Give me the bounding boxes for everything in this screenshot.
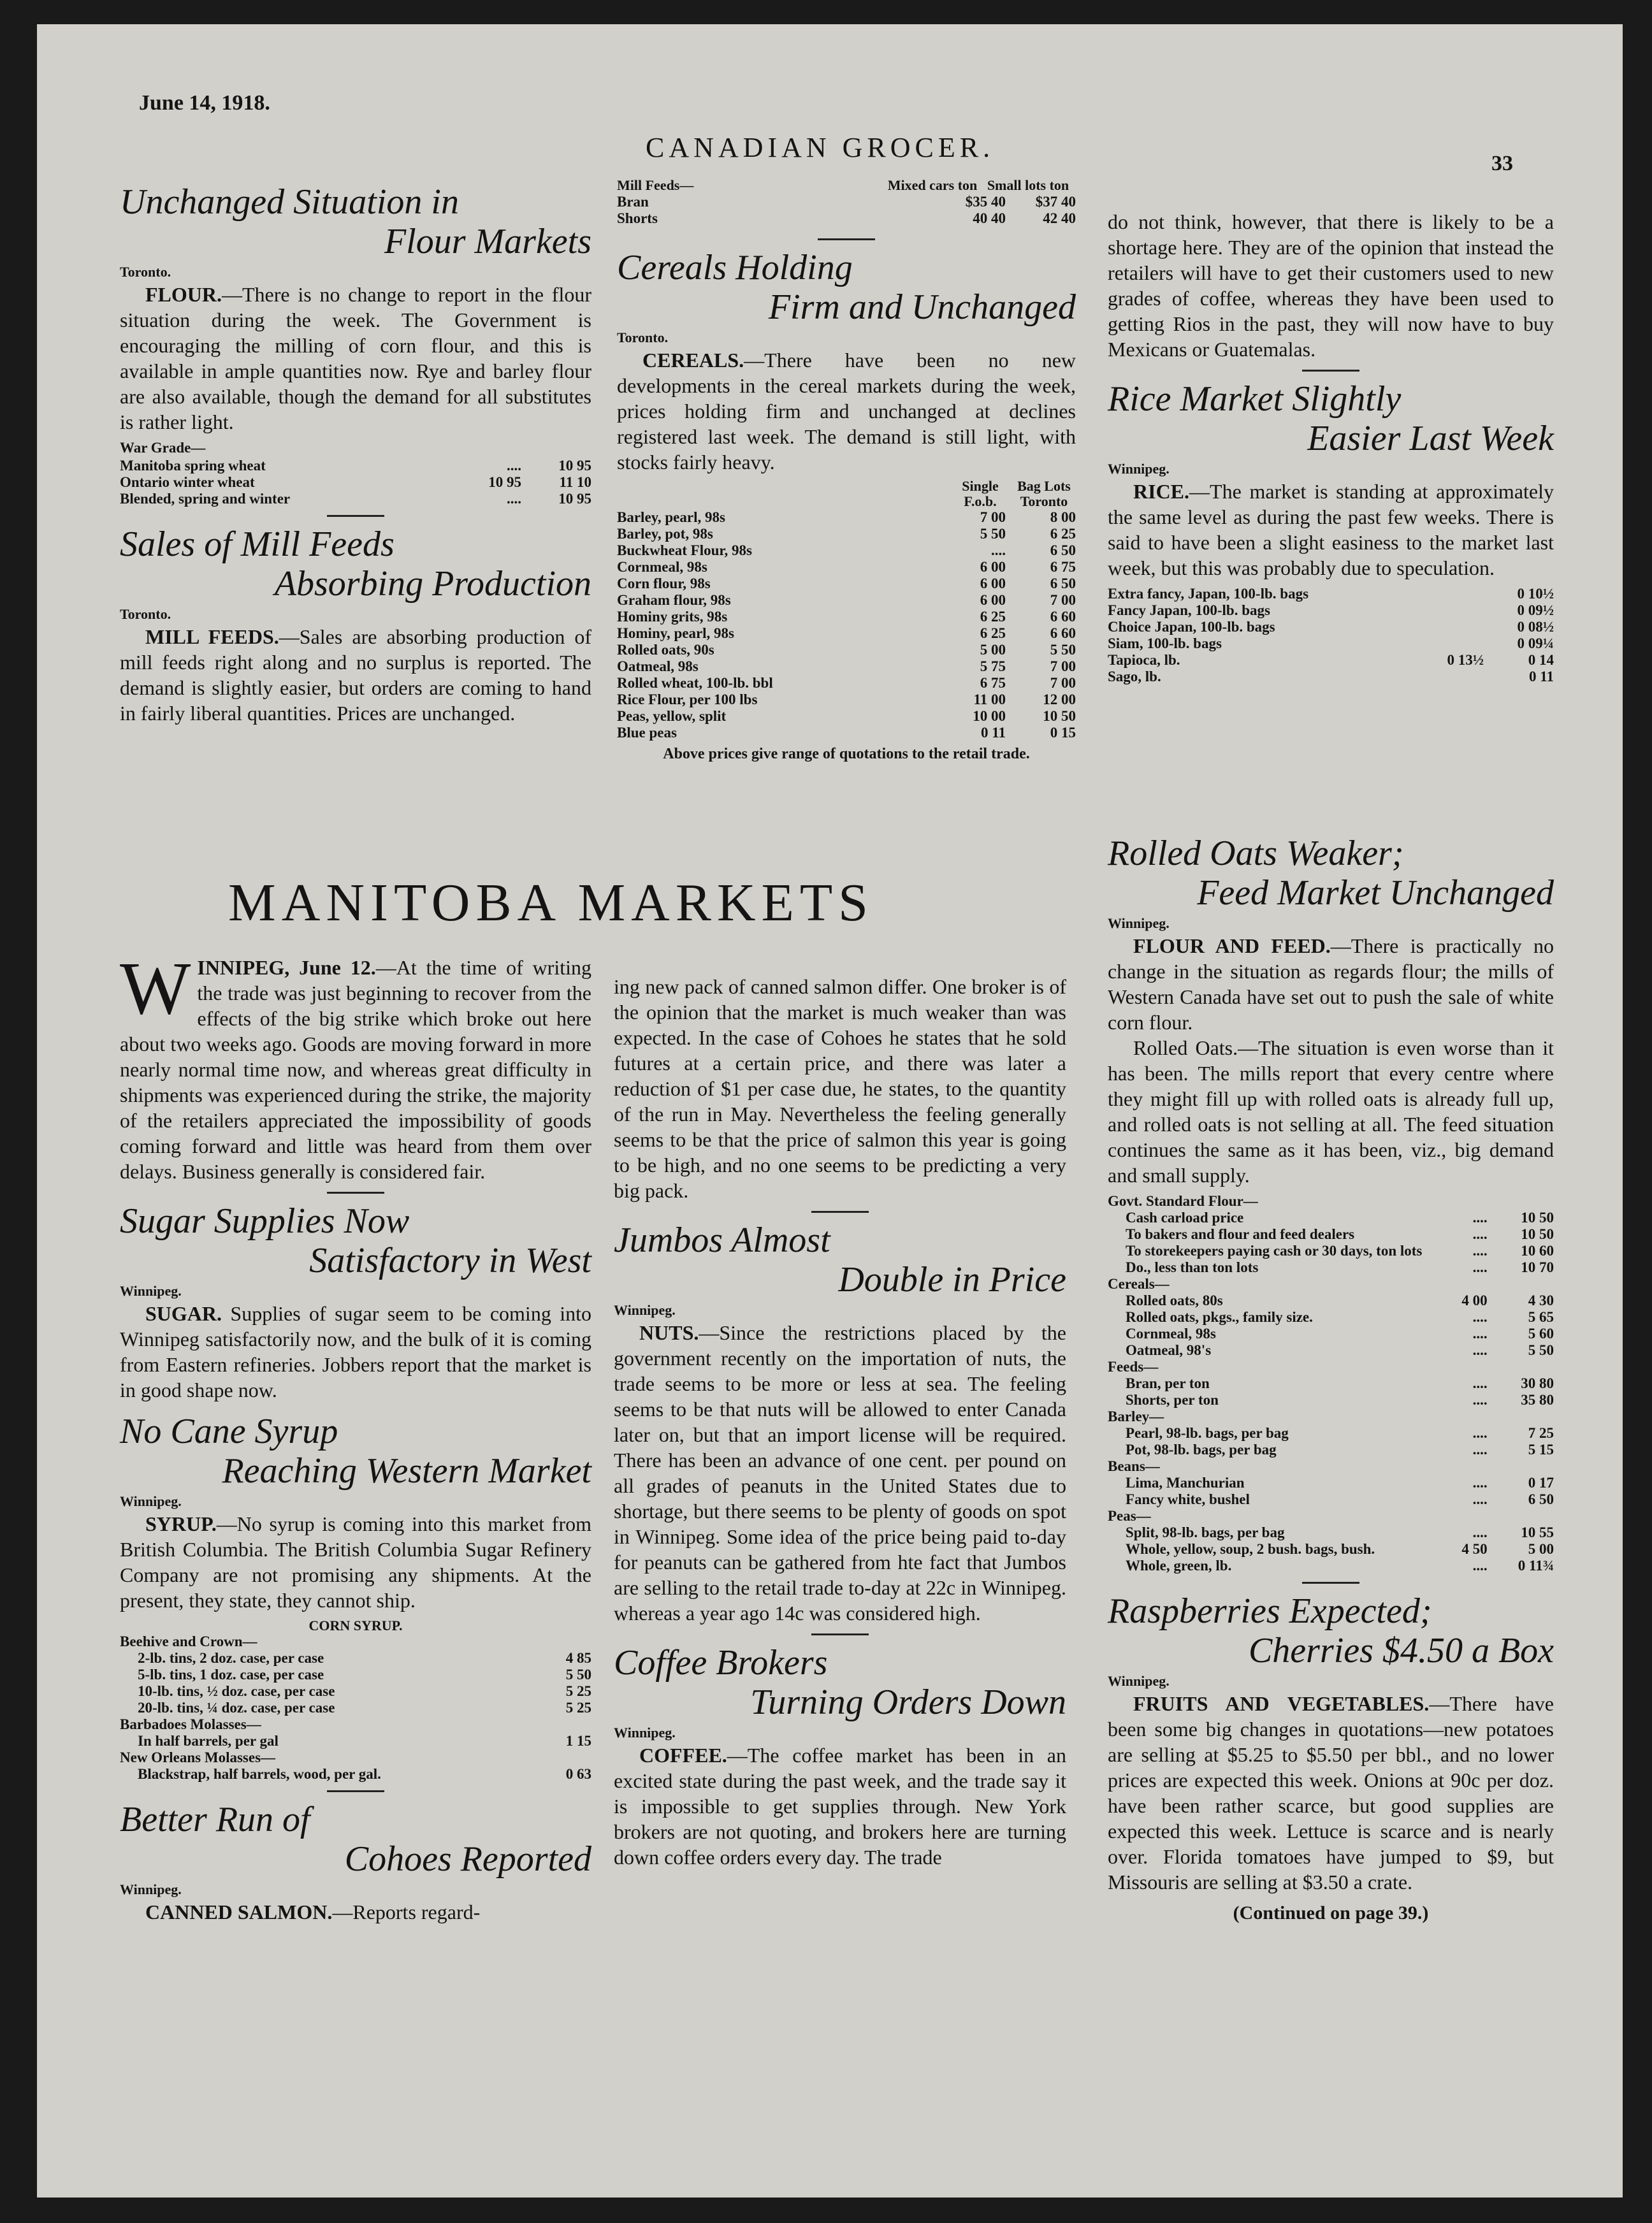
article-coffee [614,1643,1066,1870]
headline: Unchanged Situation in Flour Markets [120,182,591,261]
table-group-row [1108,1458,1554,1475]
price-value-1: 6 25 [980,609,1006,625]
row-label: Rolled oats, 80s [1126,1293,1223,1308]
row-label: Cereals— [1108,1276,1170,1292]
row-label: Choice Japan, 100-lb. bags [1108,619,1275,635]
price-value-2: 5 00 [1528,1541,1554,1557]
article-body: SUGAR. Supplies of sugar seem to be coming into Winnipeg satisfactorily now, and the bulk of it is coming from Eastern refineries. Jobbers report that the market is in good shape now. [120,1302,591,1401]
price-value-1: .... [1472,1326,1488,1342]
price-value-2: 7 00 [1050,592,1076,608]
price-value-1: 6 25 [980,625,1006,641]
row-label: Rolled oats, 90s [617,642,714,658]
price-value-1: .... [1472,1475,1488,1491]
price-table [617,194,1076,227]
dateline: Winnipeg. [120,1283,182,1299]
price-value-2: 0 09½ [1517,602,1554,618]
price-value-2: 10 70 [1521,1259,1554,1275]
price-value-1: .... [507,458,521,474]
table-row [617,194,1076,210]
table-note: Above prices give range of quotations to the retail trade. [663,746,1030,762]
separator [1302,370,1359,372]
dateline: Winnipeg. [1108,1673,1170,1689]
table-group-row [1108,1359,1554,1375]
table-row [617,658,1076,675]
row-label: Govt. Standard Flour— [1108,1193,1258,1209]
table-row [120,458,591,474]
price-value-1 [1414,602,1484,619]
row-label: Blue peas [617,725,677,741]
row-label: Corn flour, 98s [617,576,711,591]
price-value-2: 6 75 [1050,559,1076,575]
row-label: Cornmeal, 98s [617,559,707,575]
column-3-top [1108,209,1554,685]
table-row [1108,1243,1554,1259]
price-value-1: 5 75 [980,658,1006,674]
table-row [617,625,1076,642]
price-value-2: 5 65 [1528,1309,1554,1325]
price-value-1: .... [1472,1392,1488,1408]
price-value-1: 5 50 [980,526,1006,542]
headline: Better Run of Cohoes Reported [120,1800,591,1879]
price-value-2: 35 80 [1521,1392,1554,1408]
table-row [617,526,1076,542]
price-table [120,458,591,507]
table-row [1108,669,1554,685]
table-group-row [120,1716,591,1733]
price-value-1 [1414,669,1484,685]
table-row [1108,1375,1554,1392]
row-label: Fancy Japan, 100-lb. bags [1108,602,1270,618]
table-row [120,1650,591,1667]
price-value-1 [1414,635,1484,652]
price-table [120,1633,591,1783]
table-title: CORN SYRUP. [308,1618,403,1633]
table-row [120,474,591,491]
article-body: FLOUR AND FEED.—There is practically no change in the situation as regards flour; the mills of Western Canada have set out to push the sale of white corn flour. [1108,934,1554,1034]
table-row [1108,1558,1554,1574]
row-label: In half barrels, per gal [138,1733,279,1749]
table-row [617,675,1076,692]
row-label: Peas— [1108,1508,1151,1524]
row-label: Bran [617,194,649,210]
row-label: 10-lb. tins, ½ doz. case, per case [138,1683,335,1699]
dateline: Winnipeg. [614,1725,676,1741]
table-row [1108,1425,1554,1442]
price-value-2: 4 85 [565,1650,591,1666]
row-label: To bakers and flour and feed dealers [1126,1226,1355,1242]
table-row [1108,1475,1554,1491]
table-row [1108,1491,1554,1508]
article-body: SYRUP.—No syrup is coming into this market from British Columbia. The British Columbia Sugar Refinery Company are not promising any shipments. At the present, they state, they cannot ship. [120,1512,591,1612]
table-row [1108,1326,1554,1342]
table-row [617,609,1076,625]
price-value-2: 6 50 [1528,1491,1554,1507]
price-value-1: .... [507,491,521,507]
price-value-2: 6 60 [1050,609,1076,625]
table-group-row [120,1749,591,1766]
row-label: Feeds— [1108,1359,1159,1375]
table-row [1108,1541,1554,1558]
price-value-1: 0 11 [981,725,1006,741]
row-label: Barbadoes Molasses— [120,1716,261,1732]
newspaper-page [37,24,1623,2198]
headline: Cereals Holding Firm and Unchanged [617,248,1076,327]
headline: No Cane Syrup Reaching Western Market [120,1412,591,1491]
price-value-1: 6 75 [980,675,1006,691]
price-value-1: .... [1472,1491,1488,1507]
row-label: Beehive and Crown— [120,1633,257,1649]
price-value-2: 0 08½ [1517,619,1554,635]
row-label: 2-lb. tins, 2 doz. case, per case [138,1650,324,1666]
table-row [1108,1309,1554,1326]
price-value-1: .... [1472,1243,1488,1259]
row-label: Extra fancy, Japan, 100-lb. bags [1108,586,1309,602]
table-row [1108,635,1554,652]
dateline: Winnipeg. [614,1302,676,1318]
price-value-1: 7 00 [980,509,1006,525]
continued-note: (Continued on page 39.) [1233,1902,1429,1923]
article-body: COFFEE.—The coffee market has been in an excited state during the past week, and the trade say it is impossible to get supplies through. New York brokers are not quoting, and brokers here are turning down coffee orders every day. The trade [614,1744,1066,1869]
separator [818,238,875,240]
price-table [617,509,1076,741]
price-value-1: .... [1472,1425,1488,1441]
price-value-2: 6 50 [1050,576,1076,591]
headline: Rolled Oats Weaker; Feed Market Unchanged [1108,834,1554,913]
price-value-1: 4 00 [1461,1293,1488,1308]
price-value-2: 5 50 [1050,642,1076,658]
price-value-2: 0 10½ [1517,586,1554,602]
table-row [617,542,1076,559]
table-row [1108,586,1554,602]
price-value-1: $35 40 [965,194,1006,210]
headline: Sugar Supplies Now Satisfactory in West [120,1201,591,1280]
row-label: Buckwheat Flour, 98s [617,542,752,558]
price-value-1: 40 40 [973,210,1006,226]
table-row [1108,1259,1554,1276]
price-value-1: 4 50 [1461,1541,1488,1557]
row-label: Split, 98-lb. bags, per bag [1126,1524,1285,1540]
price-value-1: .... [1472,1558,1488,1574]
price-value-1: 10 95 [488,474,521,490]
row-label: Hominy, pearl, 98s [617,625,735,641]
price-value-1: .... [1472,1524,1488,1540]
table-row [120,1766,591,1783]
price-value-2: 10 50 [1521,1226,1554,1242]
column-1 [120,182,591,726]
row-label: Shorts, per ton [1126,1392,1219,1408]
row-label: Rolled oats, pkgs., family size. [1126,1309,1313,1325]
separator [327,1790,384,1792]
headline: Rice Market Slightly Easier Last Week [1108,379,1554,458]
price-value-1: .... [1472,1259,1488,1275]
price-value-2: 7 00 [1050,658,1076,674]
table-row [1108,1226,1554,1243]
article-body: FRUITS AND VEGETABLES.—There have been some big changes in quotations—new potatoes are selling at $5.25 to $5.50 per bbl., and no lower prices are expected this week. Onions at 90c per doz. have been rather scarce, but good supplies are expected this week. Lettuce is scarce and is nearly over. Florida tomatoes have jumped to $9, but Missouris are selling at $3.50 a crate. [1108,1692,1554,1894]
headline: Raspberries Expected; Cherries $4.50 a Box [1108,1591,1554,1670]
price-value-1: .... [1472,1226,1488,1242]
price-value-2: 0 63 [565,1766,591,1782]
price-value-1: .... [1472,1309,1488,1325]
table-row [120,1683,591,1700]
row-label: 5-lb. tins, 1 doz. case, per case [138,1667,324,1683]
table-group-row [1108,1276,1554,1293]
price-value-2: 5 25 [565,1700,591,1716]
separator [1302,1582,1359,1584]
drop-cap: W [120,946,191,1030]
row-label: Do., less than ton lots [1126,1259,1259,1275]
article-body: NUTS.—Since the restrictions placed by the government recently on the importation of nuts, the trade seems to be more or less at sea. The feeling seems to be that nuts will be allowed to enter Canada later on, but that an import license will be required. There has been an advance of one cent. per pound on all grades of peanuts in the United States due to shortage, but there seems to be plenty of goods on spot in Winnipeg. Some idea of the price being paid to-day for peanuts can be gathered from hte fact that Jumbos are selling to the retail trade to-day at 22c in Winnipeg. whereas a year ago 14c was considered high. [614,1321,1066,1625]
article-cereals [617,248,1076,763]
price-value-2: 7 25 [1528,1425,1554,1441]
dateline: Toronto. [617,329,669,345]
price-value-2: 5 50 [1528,1342,1554,1358]
table-row [1108,1442,1554,1458]
row-label: Manitoba spring wheat [120,458,266,474]
column-3-lower [1108,834,1554,1924]
row-label: Blackstrap, half barrels, wood, per gal. [138,1766,381,1782]
headline: Coffee Brokers Turning Orders Down [614,1643,1066,1722]
row-label: Ontario winter wheat [120,474,255,490]
price-value-1 [1414,586,1484,602]
price-value-2: 0 11¾ [1518,1558,1554,1574]
price-value-2: 0 09¼ [1517,635,1554,651]
price-value-2: 6 60 [1050,625,1076,641]
table-row [1108,1524,1554,1541]
price-value-1: 0 13½ [1447,652,1484,668]
article-rice [1108,379,1554,685]
row-label: Whole, yellow, soup, 2 bush. bags, bush. [1126,1541,1375,1557]
table-row [617,210,1076,227]
price-value-2: 1 15 [565,1733,591,1749]
price-value-2: 6 50 [1050,542,1076,558]
table-row [617,642,1076,658]
row-label: Lima, Manchurian [1126,1475,1245,1491]
row-label: Oatmeal, 98s [617,658,699,674]
row-label: Whole, green, lb. [1126,1558,1232,1574]
page-number: 33 [1491,152,1513,175]
price-value-2: 5 15 [1528,1442,1554,1458]
table-row [617,725,1076,741]
row-label: Shorts [617,210,658,226]
article-salmon [120,1800,591,1925]
section-headline: MANITOBA MARKETS [228,873,874,932]
table-row [617,592,1076,609]
price-value-2: 5 25 [565,1683,591,1699]
price-value-2: 0 17 [1528,1475,1554,1491]
table-row [120,1733,591,1749]
separator [811,1633,869,1635]
price-value-2: 10 50 [1043,708,1076,724]
price-value-2: 10 95 [558,491,591,507]
row-label: Pot, 98-lb. bags, per bag [1126,1442,1277,1458]
article-flour [120,182,591,507]
price-value-1: 6 00 [980,559,1006,575]
table-group-row [1108,1193,1554,1210]
price-value-1: .... [1472,1210,1488,1226]
table-row [617,509,1076,526]
table-row [1108,619,1554,635]
article-body: CEREALS.—There have been no new developments in the cereal markets during the week, prices holding firm and unchanged at declines registered last week. The demand is still light, with stocks fairly heavy. [617,349,1076,474]
price-value-2: 8 00 [1050,509,1076,525]
column-1-lower [120,946,592,1925]
price-value-2: 10 55 [1521,1524,1554,1540]
table-row [617,576,1076,592]
article-jumbos [614,1220,1066,1626]
article-body: MILL FEEDS.—Sales are absorbing production of mill feeds right along and no surplus is reported. The demand is slightly easier, but orders are coming to hand in fairly liberal quantities. Prices are unchanged. [120,625,592,725]
row-label: Pearl, 98-lb. bags, per bag [1126,1425,1289,1441]
price-value-2: $37 40 [1035,194,1076,210]
row-label: New Orleans Molasses— [120,1749,276,1765]
row-label: Barley— [1108,1408,1164,1424]
separator [811,1211,869,1213]
article-millfeeds [120,525,591,726]
price-value-2: 10 60 [1521,1243,1554,1259]
price-value-2: 0 14 [1528,652,1554,668]
article-sugar [120,1201,591,1403]
column-2-lower [614,974,1066,1870]
row-label: Beans— [1108,1458,1160,1474]
article-raspberries [1108,1591,1554,1924]
price-value-2: 30 80 [1521,1375,1554,1391]
dateline: Toronto. [120,606,171,622]
price-value-1 [1414,619,1484,635]
price-value-1: .... [1472,1342,1488,1358]
article-oats [1108,834,1554,1574]
separator [327,1192,384,1194]
price-value-2: 6 25 [1050,526,1076,542]
row-label: To storekeepers paying cash or 30 days, ton lots [1126,1243,1423,1259]
price-table [1108,586,1554,685]
table-row [1108,1293,1554,1309]
table-group-row [120,1633,591,1650]
row-label: Rice Flour, per 100 lbs [617,692,758,707]
row-label: Peas, yellow, split [617,708,727,724]
row-label: Barley, pearl, 98s [617,509,725,525]
article-body: CANNED SALMON.—Reports regard- [145,1901,481,1923]
issue-date: June 14, 1918. [139,91,270,115]
article-body: Rolled Oats.—The situation is even worse than it has been. The mills report that every centre where they might fill up with rolled oats is already full up, and rolled oats is not selling at all. The feed situation continues the same as it has been, viz., big demand and small supply. [1108,1036,1554,1187]
table-row [1108,652,1554,669]
dateline: Winnipeg. [120,1493,182,1509]
article-body-continued: do not think, however, that there is likely to be a shortage here. They are of the opinion that instead the retailers will have to get their customers used to new grades of coffee, whereas they have been used to getting Rios in the past, they will now have to buy Mexicans or Guatemalas. [1108,210,1554,361]
row-label: Rolled wheat, 100-lb. bbl [617,675,773,691]
article-body: RICE.—The market is standing at approximately the same level as during the past few weeks. There is said to have been a slight easiness to the market last week, but this was probably due to speculation. [1108,480,1554,579]
price-value-1: .... [991,542,1006,558]
separator [327,515,384,517]
price-value-2: 12 00 [1043,692,1076,707]
table-group-row [1108,1408,1554,1425]
dateline: Toronto. [120,264,171,280]
price-value-1: 5 00 [980,642,1006,658]
price-value-1: .... [1472,1375,1488,1391]
dateline: Winnipeg. [1108,461,1170,477]
price-value-2: 5 60 [1528,1326,1554,1342]
table-row [120,491,591,507]
table-row [1108,602,1554,619]
price-value-1: 10 00 [973,708,1006,724]
price-value-2: 10 95 [558,458,591,474]
headline: Jumbos Almost Double in Price [614,1220,1066,1300]
article-body: WINNIPEG, June 12.—At the time of writing the trade was just beginning to recover from the effects of the big strike which broke out here about two weeks ago. Goods are moving forward in more nearly normal time now, and whereas great difficulty in shipments was experienced during the strike, the majority of the retailers appreciated the impossibility of goods coming forward and little was heard from them over delays. Business generally is considered fair. [120,946,592,1183]
table-row [617,708,1076,725]
price-value-2: 0 15 [1050,725,1076,741]
row-label: Tapioca, lb. [1108,652,1180,668]
masthead: CANADIAN GROCER. [646,132,995,163]
dateline: Winnipeg. [1108,915,1170,931]
row-label: Bran, per ton [1126,1375,1210,1391]
row-label: Barley, pot, 98s [617,526,713,542]
millfeed-table-header: Mill Feeds— Mixed cars ton Small lots ton [617,177,1069,193]
price-value-2: 4 30 [1528,1293,1554,1308]
table-row [617,692,1076,708]
table-group-row [1108,1508,1554,1524]
row-label: Hominy grits, 98s [617,609,728,625]
table-row [120,1700,591,1716]
dateline: Winnipeg. [120,1881,182,1897]
row-label: Fancy white, bushel [1126,1491,1250,1507]
table-row [617,559,1076,576]
price-value-1: 6 00 [980,576,1006,591]
table-row [1108,1392,1554,1408]
row-label: Siam, 100-lb. bags [1108,635,1222,651]
price-value-2: 11 10 [559,474,591,490]
row-label: Graham flour, 98s [617,592,731,608]
row-label: Cash carload price [1126,1210,1244,1226]
row-label: Sago, lb. [1108,669,1161,684]
row-label: Oatmeal, 98's [1126,1342,1212,1358]
row-label: Cornmeal, 98s [1126,1326,1216,1342]
article-body-continued: ing new pack of canned salmon differ. One broker is of the opinion that the market is much weaker than was expected. In the case of Cohoes he states that he sold futures at a certain price, and there was later a reduction of $1 per case due, he states, to the quantity of the run in May. Nevertheless the feeling generally seems to be that the price of salmon this year is going to be high, and no one seems to be predicting a very big pack. [614,975,1066,1202]
row-label: 20-lb. tins, ¼ doz. case, per case [138,1700,335,1716]
price-table [1108,1193,1554,1574]
article-syrup [120,1412,591,1783]
row-label: Blended, spring and winter [120,491,291,507]
price-value-1: 6 00 [980,592,1006,608]
price-value-2: 10 50 [1521,1210,1554,1226]
table-row [1108,1342,1554,1359]
cereal-table-header: Single F.o.b. Bag Lots Toronto [962,478,1071,509]
price-value-2: 42 40 [1043,210,1076,226]
table-row [1108,1210,1554,1226]
headline: Sales of Mill Feeds Absorbing Production [120,525,591,604]
table-row [120,1667,591,1683]
article-body: FLOUR.—There is no change to report in the flour situation during the week. The Government is encouraging the milling of corn flour, and this is available in ample quantities now. Rye and barley flour are also available, though the demand for all substitutes is rather light. [120,283,591,433]
price-value-1: 11 00 [973,692,1006,707]
column-2-top [617,177,1076,763]
price-value-2: 0 11 [1529,669,1554,684]
price-value-2: 7 00 [1050,675,1076,691]
table-group-label: War Grade— [120,440,206,456]
price-value-1: .... [1472,1442,1488,1458]
price-value-2: 5 50 [565,1667,591,1683]
